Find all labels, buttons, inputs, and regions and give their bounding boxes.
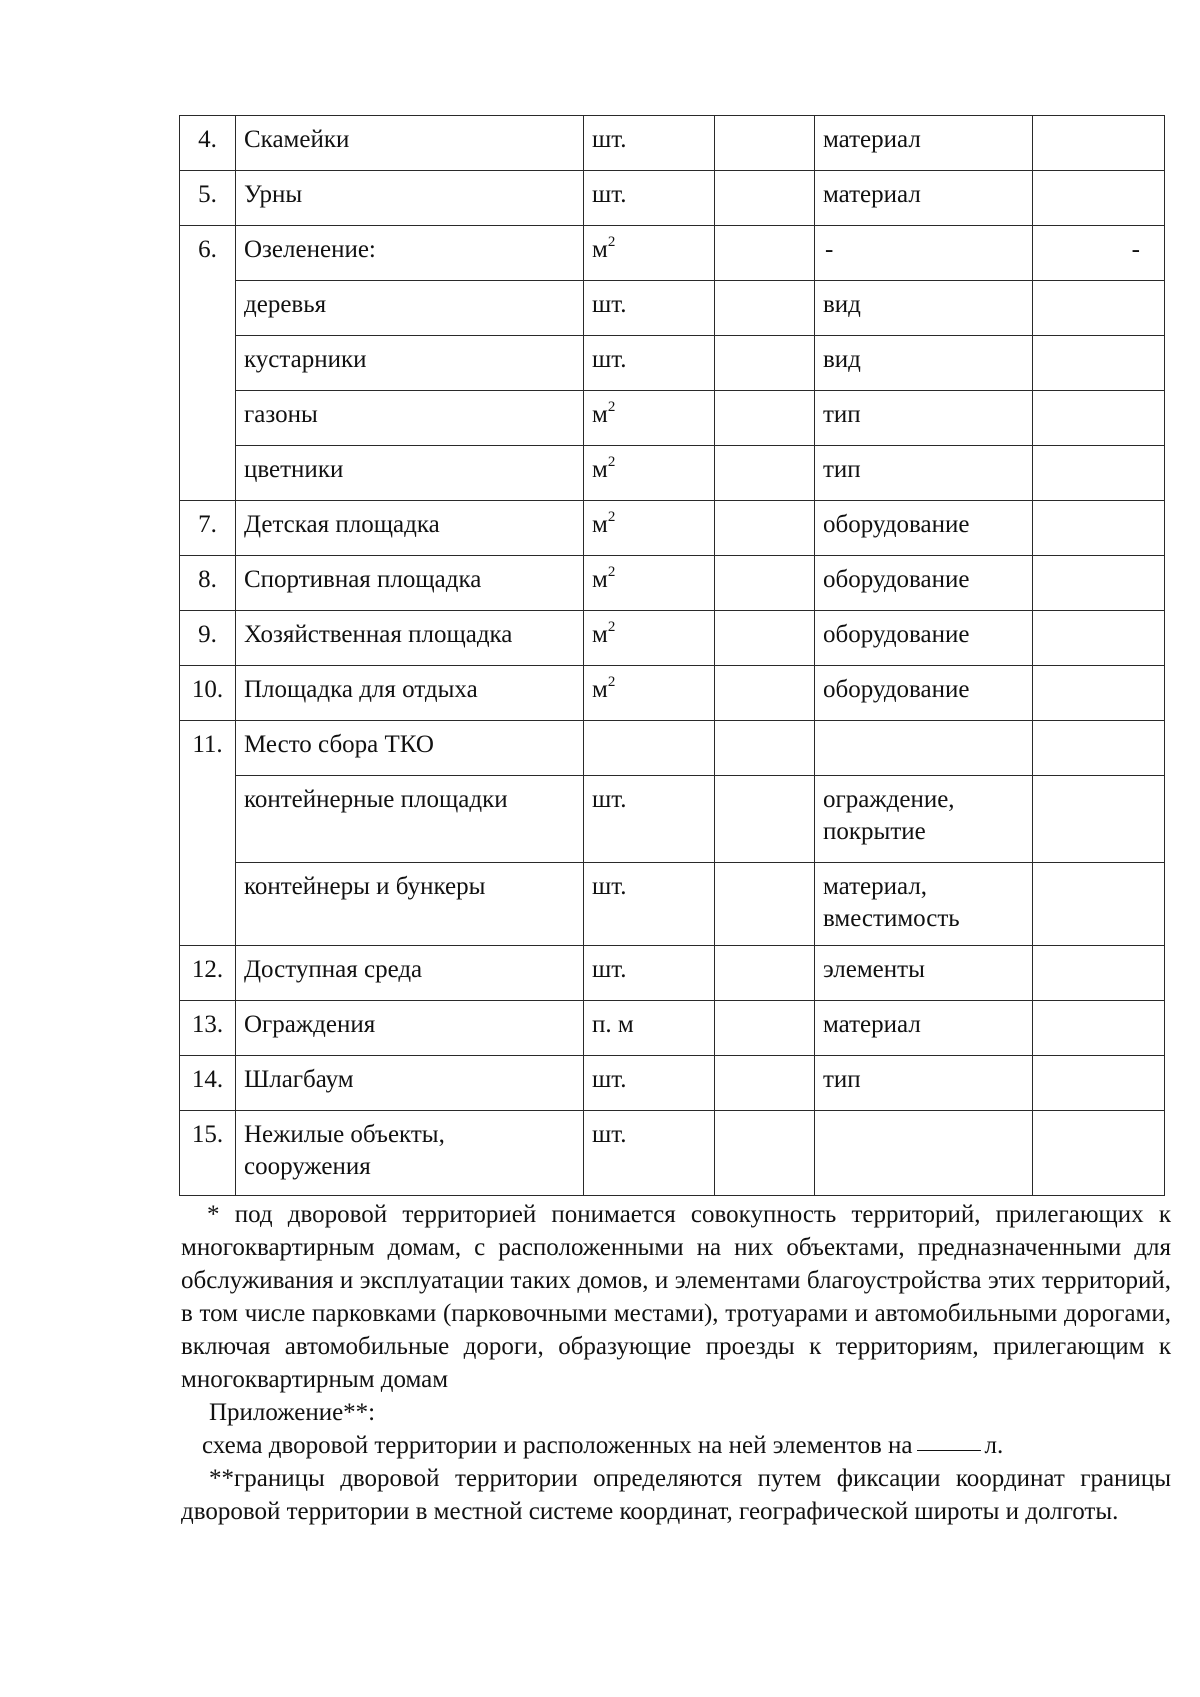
element-name: контейнеры и бункеры: [236, 863, 584, 946]
unit-superscript: 2: [607, 233, 616, 250]
table-row: [180, 721, 1165, 776]
characteristic-cell: тип: [815, 1056, 1033, 1111]
table-row: [180, 556, 1165, 611]
unit-base: м: [592, 456, 608, 483]
table-row: [180, 226, 1165, 281]
footnote-boundaries: **границы дворовой территории определяются путем фиксации координат границы дворовой территории в местной системе координат, географической широты и долготы.: [181, 1465, 1171, 1525]
characteristic-cell: тип: [815, 446, 1033, 501]
unit-cell: [584, 501, 715, 556]
unit-base: м: [592, 401, 608, 428]
value-cell: [1033, 776, 1165, 863]
table-row: [180, 1056, 1165, 1111]
value-cell: [1033, 611, 1165, 666]
row-number: 7.: [180, 501, 236, 556]
unit-cell: шт.: [584, 281, 715, 336]
element-name: деревья: [236, 281, 584, 336]
characteristic-cell: [815, 863, 1033, 946]
unit-cell: [584, 611, 715, 666]
value-cell: [1033, 1056, 1165, 1111]
characteristic-cell: вид: [815, 281, 1033, 336]
characteristic-line: покрытие: [823, 818, 926, 845]
element-name: Озеленение:: [236, 226, 584, 281]
value-cell: [1033, 1001, 1165, 1056]
table-row: [180, 666, 1165, 721]
value-cell: [1033, 721, 1165, 776]
characteristic-cell: [815, 1111, 1033, 1196]
characteristic-cell: -: [815, 226, 1033, 281]
element-name: Площадка для отдыха: [236, 666, 584, 721]
row-number: 15.: [180, 1111, 236, 1196]
unit-cell: шт.: [584, 946, 715, 1001]
quantity-cell: [715, 501, 815, 556]
unit-cell: шт.: [584, 776, 715, 863]
unit-superscript: 2: [607, 508, 616, 525]
characteristic-cell: [815, 776, 1033, 863]
quantity-cell: [715, 666, 815, 721]
unit-superscript: 2: [607, 618, 616, 635]
row-number: 14.: [180, 1056, 236, 1111]
quantity-cell: [715, 281, 815, 336]
unit-superscript: 2: [607, 673, 616, 690]
table-row: [180, 446, 1165, 501]
element-name: Ограждения: [236, 1001, 584, 1056]
quantity-cell: [715, 116, 815, 171]
unit-superscript: 2: [607, 453, 616, 470]
characteristic-line: вместимость: [823, 905, 960, 932]
quantity-cell: [715, 863, 815, 946]
element-name: Урны: [236, 171, 584, 226]
unit-base: м: [592, 566, 608, 593]
unit-base: м: [592, 621, 608, 648]
value-cell: [1033, 281, 1165, 336]
element-name-line: сооружения: [244, 1153, 371, 1180]
quantity-cell: [715, 336, 815, 391]
unit-superscript: 2: [607, 398, 616, 415]
appendix-heading: Приложение**:: [209, 1399, 376, 1426]
element-name: Спортивная площадка: [236, 556, 584, 611]
row-number: 5.: [180, 171, 236, 226]
unit-cell: [584, 721, 715, 776]
unit-cell: шт.: [584, 336, 715, 391]
unit-base: м: [592, 511, 608, 538]
characteristic-cell: оборудование: [815, 501, 1033, 556]
table-row: [180, 946, 1165, 1001]
quantity-cell: [715, 1001, 815, 1056]
element-name: Доступная среда: [236, 946, 584, 1001]
value-cell: [1033, 1111, 1165, 1196]
appendix-scheme-line: [181, 1429, 1171, 1462]
table-row: [180, 776, 1165, 863]
unit-cell: [584, 556, 715, 611]
quantity-cell: [715, 946, 815, 1001]
value-cell: [1033, 171, 1165, 226]
row-number: 12.: [180, 946, 236, 1001]
row-number: 13.: [180, 1001, 236, 1056]
unit-cell: шт.: [584, 171, 715, 226]
characteristic-cell: вид: [815, 336, 1033, 391]
characteristic-cell: элементы: [815, 946, 1033, 1001]
characteristic-cell: материал: [815, 1001, 1033, 1056]
table-row: [180, 501, 1165, 556]
quantity-cell: [715, 391, 815, 446]
quantity-cell: [715, 776, 815, 863]
quantity-cell: [715, 446, 815, 501]
scheme-text: схема дворовой территории и расположенных на ней элементов на: [202, 1432, 913, 1459]
table-row: [180, 116, 1165, 171]
unit-superscript: 2: [607, 563, 616, 580]
element-name: газоны: [236, 391, 584, 446]
value-cell: [1033, 116, 1165, 171]
value-cell: [1033, 863, 1165, 946]
table-row: [180, 1111, 1165, 1196]
element-name: Хозяйственная площадка: [236, 611, 584, 666]
characteristic-line: ограждение,: [823, 786, 955, 813]
characteristic-cell: материал: [815, 171, 1033, 226]
value-cell: [1033, 336, 1165, 391]
unit-cell: [584, 226, 715, 281]
table-row: [180, 863, 1165, 946]
element-name: контейнерные площадки: [236, 776, 584, 863]
table-row: [180, 281, 1165, 336]
element-name: Скамейки: [236, 116, 584, 171]
value-cell: [1033, 446, 1165, 501]
characteristic-cell: материал: [815, 116, 1033, 171]
unit-base: м: [592, 236, 608, 263]
row-number: 4.: [180, 116, 236, 171]
row-number: 10.: [180, 666, 236, 721]
unit-cell: [584, 446, 715, 501]
table-row: [180, 1001, 1165, 1056]
table-row: [180, 336, 1165, 391]
element-name: кустарники: [236, 336, 584, 391]
notes-section: [181, 1198, 1171, 1528]
quantity-cell: [715, 1056, 815, 1111]
footnote-yard-territory: * под дворовой территорией понимается совокупность территорий, прилегающих к многоквартирным домам, с расположенными на них объектами, предназначенными для обслуживания и эксплуатации таких домов, и элементами благоустройства этих территорий, в том числе парковками (парковочными местами), тротуарами и автомобильными дорогами, включая автомобильные дороги, образующие проезды к территориям, прилегающим к многоквартирным домам: [181, 1201, 1171, 1393]
element-name: [236, 1111, 584, 1196]
unit-cell: [584, 666, 715, 721]
sheet-count-blank: [917, 1449, 981, 1451]
unit-base: м: [592, 676, 608, 703]
row-number: 6.: [180, 226, 236, 501]
value-cell: [1033, 501, 1165, 556]
characteristic-cell: [815, 721, 1033, 776]
element-name: Место сбора ТКО: [236, 721, 584, 776]
quantity-cell: [715, 1111, 815, 1196]
unit-cell: шт.: [584, 863, 715, 946]
quantity-cell: [715, 611, 815, 666]
table-row: [180, 171, 1165, 226]
row-number: 11.: [180, 721, 236, 946]
unit-cell: [584, 391, 715, 446]
quantity-cell: [715, 721, 815, 776]
value-cell: [1033, 556, 1165, 611]
unit-cell: шт.: [584, 1111, 715, 1196]
row-number: 8.: [180, 556, 236, 611]
table-row: [180, 391, 1165, 446]
unit-cell: шт.: [584, 1056, 715, 1111]
characteristic-cell: оборудование: [815, 611, 1033, 666]
improvement-elements-table: [179, 115, 1165, 1196]
element-name-line: Нежилые объекты,: [244, 1121, 445, 1148]
scheme-unit: л.: [984, 1432, 1004, 1459]
value-cell: [1033, 391, 1165, 446]
value-cell: [1033, 946, 1165, 1001]
unit-cell: п. м: [584, 1001, 715, 1056]
characteristic-line: материал,: [823, 873, 928, 900]
table-row: [180, 611, 1165, 666]
element-name: Детская площадка: [236, 501, 584, 556]
row-number: 9.: [180, 611, 236, 666]
value-cell: [1033, 666, 1165, 721]
characteristic-cell: оборудование: [815, 666, 1033, 721]
element-name: Шлагбаум: [236, 1056, 584, 1111]
quantity-cell: [715, 171, 815, 226]
characteristic-cell: тип: [815, 391, 1033, 446]
quantity-cell: [715, 226, 815, 281]
unit-cell: шт.: [584, 116, 715, 171]
quantity-cell: [715, 556, 815, 611]
element-name: цветники: [236, 446, 584, 501]
value-cell: -: [1033, 226, 1165, 281]
characteristic-cell: оборудование: [815, 556, 1033, 611]
